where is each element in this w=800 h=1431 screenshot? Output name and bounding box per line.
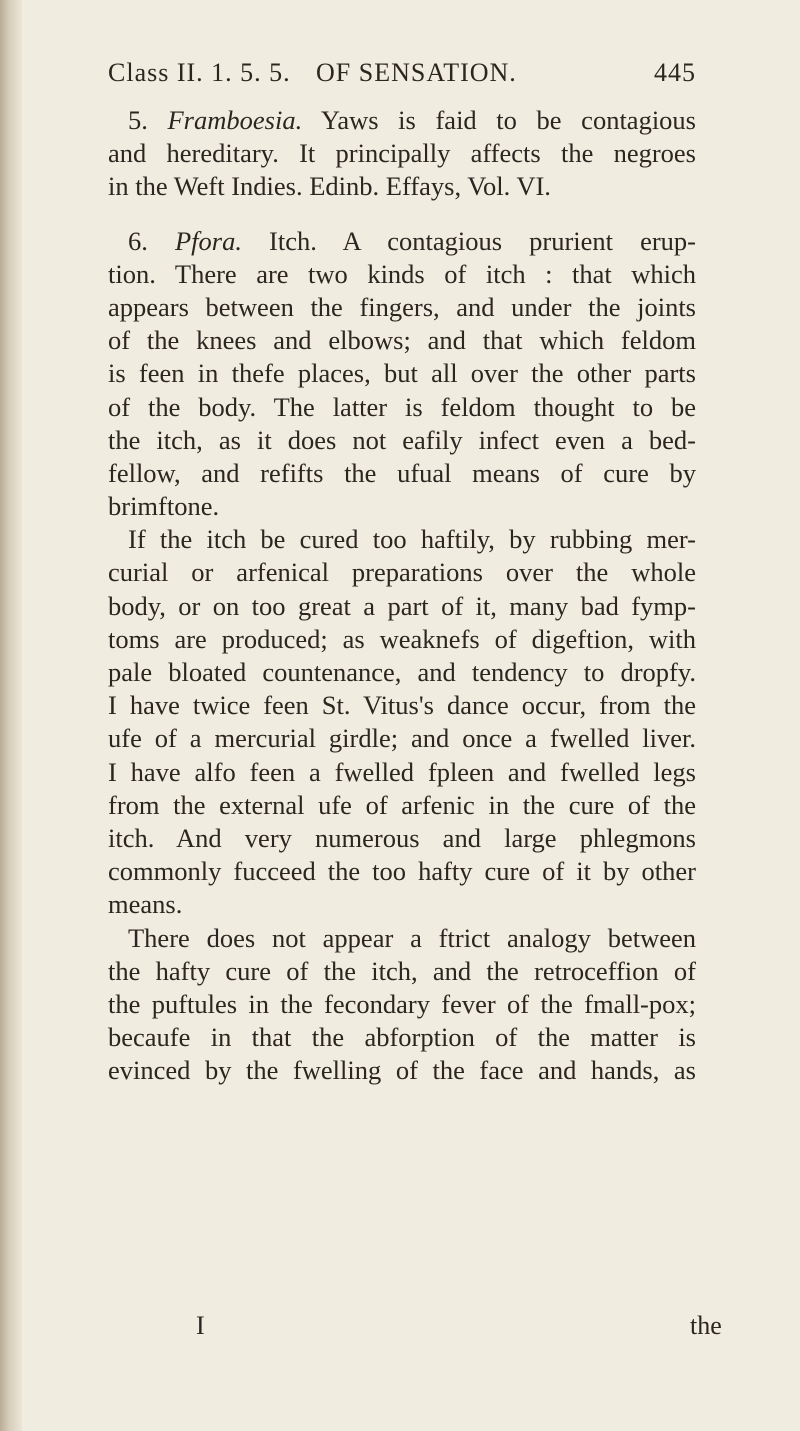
paragraph-number: 5. (128, 105, 148, 135)
paragraph-hasty-cure (108, 523, 696, 921)
text-line: pale bloated countenance, and tendency to dropfy. (108, 657, 696, 687)
page-title: OF SENSATION. (316, 58, 517, 87)
text-line: toms are produced; as weaknefs of digeftion, with (108, 623, 696, 654)
text-line: If the itch be cured too haftily, by rubbing mer- (128, 524, 696, 555)
text-line: appears between the fingers, and under the joints (108, 291, 696, 322)
text-line: means. (108, 889, 183, 920)
text-line: from the external ufe of arfenic in the cure of the (108, 789, 696, 820)
paragraph-number: 6. (128, 225, 148, 256)
text-line: itch. And very numerous and large phlegmons (108, 822, 696, 853)
paragraph-psora (108, 225, 696, 524)
text-line: of the knees and elbows; and that which feldom (108, 325, 696, 356)
text-line: There does not appear a ftrict analogy between (128, 922, 696, 953)
text-line: I have twice feen St. Vitus's dance occur, from the (108, 690, 696, 721)
body-text (108, 104, 696, 1087)
disease-term: Framboesia. (167, 105, 303, 135)
text-line: the puftules in the fecondary fever of the fmall-pox; (108, 988, 696, 1019)
text-line: evinced by the fwelling of the face and hands, as (108, 1055, 696, 1086)
page-number: 445 (654, 58, 696, 87)
running-header (108, 58, 748, 98)
text-line: is feen in thefe places, but all over the other parts (108, 358, 696, 389)
class-reference: Class II. 1. 5. 5. (108, 58, 291, 87)
text-line: 6. Pfora. Itch. A contagious prurient erup- (128, 225, 696, 256)
paragraph-analogy (108, 922, 696, 1088)
text-line: the itch, as it does not eafily infect even a bed- (108, 424, 696, 455)
disease-term: Pfora. (174, 225, 242, 256)
text-line: in the Weft Indies. Edinb. Effays, Vol. VI. (108, 171, 551, 202)
text-line: fellow, and refifts the ufual means of cure by (108, 457, 696, 488)
paragraph-gap (108, 204, 696, 225)
signature-mark: I (196, 1311, 205, 1340)
paragraph-framboesia (108, 104, 696, 204)
book-page (48, 0, 776, 1431)
text-line: ufe of a mercurial girdle; and once a fwelled liver. (108, 723, 696, 754)
text-line: body, or on too great a part of it, many bad fymp- (108, 590, 696, 621)
text-line: becaufe in that the abforption of the matter is (108, 1022, 696, 1053)
catchword: the (690, 1311, 722, 1340)
text-line: 5. Framboesia. Yaws is faid to be contagious (128, 105, 696, 135)
text-line: I have alfo feen a fwelled fpleen and fwelled legs (108, 756, 696, 787)
text-line: the hafty cure of the itch, and the retroceffion of (108, 955, 696, 986)
text-line: commonly fucceed the too hafty cure of it by other (108, 856, 696, 887)
text-line: brimftone. (108, 491, 220, 522)
text-line: tion. There are two kinds of itch : that which (108, 258, 696, 289)
text-line: curial or arfenical preparations over the whole (108, 557, 696, 588)
page-footer (108, 1311, 748, 1345)
text-line: and hereditary. It principally affects the negroes (108, 138, 696, 169)
text-line: of the body. The latter is feldom thought to be (108, 391, 696, 422)
book-binding-edge (0, 0, 22, 1431)
